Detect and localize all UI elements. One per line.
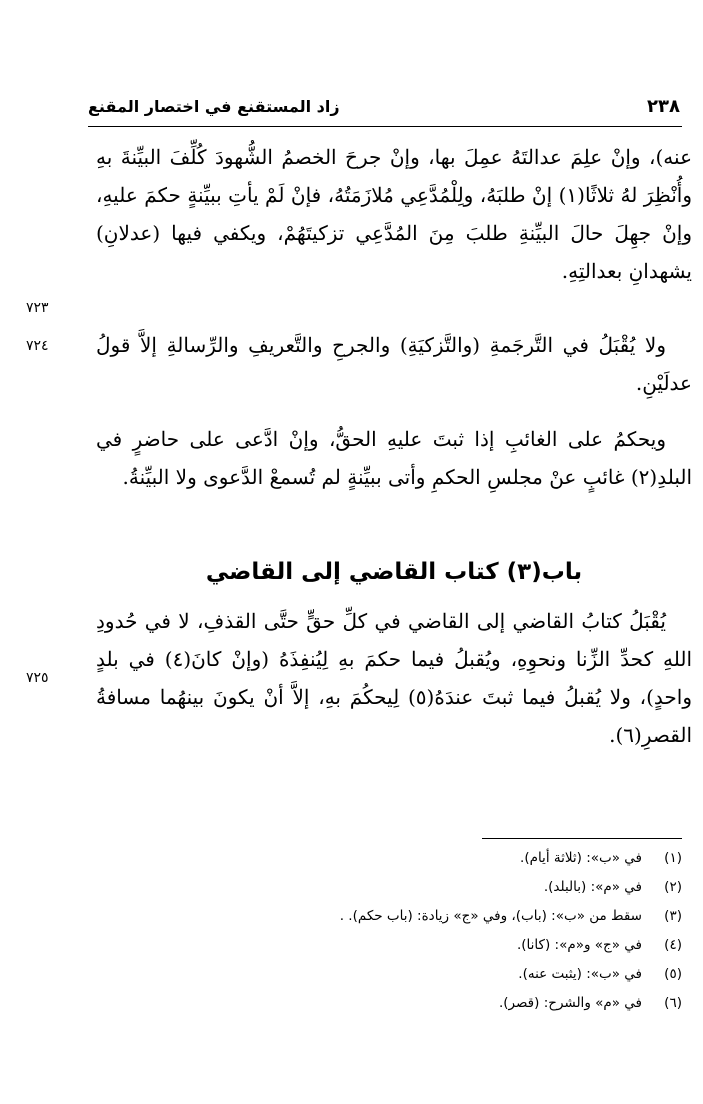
paragraph-2: ولا يُقْبَلُ في التَّرجَمةِ (والتَّزكيَةِ) والجرحِ والتَّعريفِ والرِّسالةِ إلاَّ قولُ عدلَيْنِ. xyxy=(96,333,692,395)
footnote-text: في «م» والشرح: (قصر). xyxy=(498,995,642,1011)
footnote-text: في «ج» و«م»: (كانا). xyxy=(517,937,642,953)
paragraph-4: يُقْبَلُ كتابُ القاضي إلى القاضي في كلِّ حقٍّ حتَّى القذفِ، لا في حُدودِ اللهِ كحدِّ الزِّنا ونحوِهِ، ويُقبلُ فيما حكمَ بهِ لِيُنفِذَهُ (وإنْ كانَ(٤) في بلدٍ واحدٍ)، ولا يُقبلُ فيما ثبتَ عندَهُ(٥) لِيحكُمَ بهِ، إلاَّ أنْ يكونَ بينهُما مسافةُ القصرِ(٦). xyxy=(96,609,692,747)
footnote-rule xyxy=(482,838,682,839)
footnote-number: (٢) xyxy=(664,879,682,895)
footnote xyxy=(96,902,682,931)
footnote-text: سقط من «ب»: (باب)، وفي «ج» زيادة: (باب حكم). . xyxy=(339,908,642,924)
footnote-number: (١) xyxy=(664,850,682,866)
footnote-number: (٣) xyxy=(664,908,682,924)
footnote-number: (٦) xyxy=(664,995,682,1011)
paragraph-1: عنه)، وإنْ علِمَ عدالتَهُ عمِلَ بها، وإنْ جرحَ الخصمُ الشُّهودَ كُلِّفَ البيِّنةَ بهِ وأُنْظِرَ لهُ ثلاثًا(١) إنْ طلبَهُ، ولِلْمُدَّعِي مُلازَمَتُهُ، فإنْ لَمْ يأتِ ببيِّنةٍ حكمَ عليهِ، وإنْ جهِلَ حالَ البيِّنةِ طلبَ مِنَ المُدَّعِي تزكيتَهُمْ، ويكفي فيها (عدلانِ) يشهدانِ بعدالتِهِ. xyxy=(96,145,693,283)
footnote-number: (٥) xyxy=(664,966,682,982)
footnote xyxy=(96,960,682,989)
footnote xyxy=(96,989,682,1018)
paragraph-3: ويحكمُ على الغائبِ إذا ثبتَ عليهِ الحقُّ، وإنْ ادَّعى على حاضرٍ في البلدِ(٢) غائبٍ عنْ مجلسِ الحكمِ وأتى ببيِّنةٍ لم تُسمعْ الدَّعوى ولا البيِّنةُ. xyxy=(96,427,692,489)
footnote-text: في «ب»: (يثبت عنه). xyxy=(518,966,642,982)
footnote xyxy=(96,844,682,873)
margin-number: ٧٢٣ xyxy=(26,300,49,316)
footnote xyxy=(96,931,682,960)
page-number: ٢٣٨ xyxy=(647,96,680,117)
footnote-number: (٤) xyxy=(664,937,682,953)
margin-number: ٧٢٥ xyxy=(26,670,49,686)
header-rule xyxy=(88,126,682,127)
chapter-heading: باب(٣) كتاب القاضي إلى القاضي xyxy=(205,559,583,585)
margin-number: ٧٢٤ xyxy=(26,338,49,354)
footnote-text: في «م»: (بالبلد). xyxy=(543,879,642,895)
footnote xyxy=(96,873,682,902)
footnote-text: في «ب»: (ثلاثة أيام). xyxy=(520,850,642,866)
running-header-title: زاد المستقنع في اختصار المقنع xyxy=(88,97,340,116)
footnotes-list xyxy=(96,844,682,1018)
